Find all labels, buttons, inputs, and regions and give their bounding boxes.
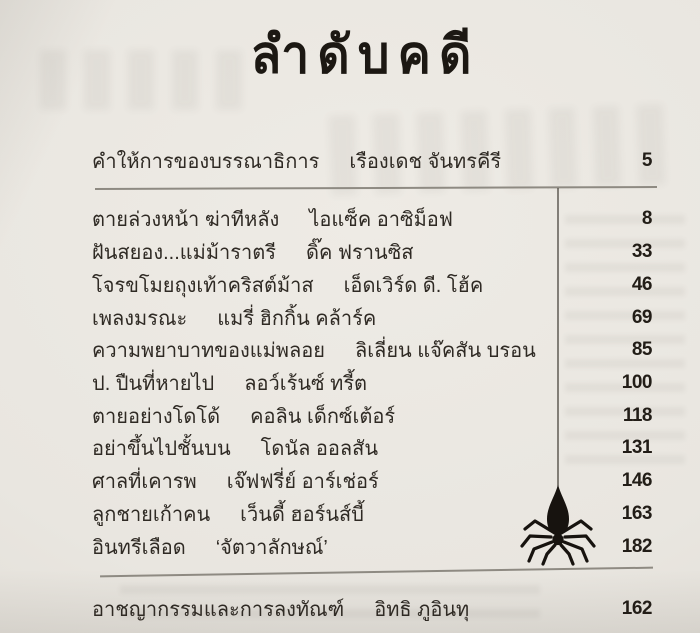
entry-title: อินทรีเลือด	[92, 536, 186, 559]
entry-title: ตายอย่างโดโด้	[92, 405, 221, 428]
entry-author: อิทธิ ภูอินทุ	[374, 599, 470, 621]
bottom-divider-rule	[100, 567, 653, 577]
entry-author: ไอแซ็ค อาซิม็อฟ	[309, 209, 453, 232]
entry-title: ป. ปืนที่หายไป	[92, 372, 215, 395]
entry-title: ความพยาบาทของแม่พลอย	[92, 340, 325, 363]
page-title: ลำดับคดี	[250, 25, 480, 85]
entry-title: ศาลที่เคารพ	[92, 471, 197, 494]
entry-author: โดนัล ออลสัน	[260, 438, 379, 461]
toc-row	[92, 203, 652, 236]
entry-page-number: 69	[631, 306, 652, 328]
entry-page-number: 163	[621, 502, 652, 524]
top-divider-rule	[95, 186, 657, 189]
entry-title: เพลงมรณะ	[92, 307, 188, 330]
entry-page-number: 131	[621, 437, 652, 459]
entry-page-number: 85	[631, 339, 652, 361]
toc-row	[92, 301, 652, 334]
entry-author: ดิ๊ค ฟรานซิส	[305, 242, 414, 265]
entry-page-number: 118	[622, 404, 652, 426]
entry-page-number: 162	[621, 598, 652, 619]
entry-author: ลิเลี่ยน แจ๊คสัน บรอน	[354, 340, 536, 363]
entry-page-number: 33	[631, 241, 652, 263]
toc-row	[92, 236, 652, 269]
entry-title: ลูกชายเก้าคน	[92, 503, 211, 526]
entry-author: เว็นดี้ ฮอร์นส์บี้	[240, 503, 364, 526]
toc-row	[92, 268, 652, 301]
entry-title: คำให้การของบรรณาธิการ	[92, 151, 320, 173]
toc-row	[92, 367, 652, 400]
entry-author: เรืองเดช จันทรคีรี	[349, 151, 502, 173]
toc-row	[92, 432, 652, 465]
toc-row	[92, 530, 652, 563]
toc-row-back-matter	[92, 594, 652, 624]
entry-title: โจรขโมยถุงเท้าคริสต์ม้าส	[92, 274, 314, 297]
entry-page-number: 146	[621, 470, 652, 492]
entry-page-number: 46	[631, 273, 652, 295]
entry-page-number: 182	[621, 535, 652, 557]
entry-page-number: 8	[641, 208, 652, 230]
entry-author: ลอว์เร้นซ์ ทรี้ต	[244, 372, 368, 395]
entry-author: แมรี่ ฮิกกิ้น คล้าร์ค	[217, 307, 377, 330]
entry-title: อย่าขึ้นไปชั้นบน	[92, 438, 231, 461]
toc-row	[92, 334, 652, 367]
entry-title: ตายล่วงหน้า ฆ่าทีหลัง	[92, 209, 280, 232]
entry-title: อาชญากรรมและการลงทัณฑ์	[92, 599, 345, 621]
entry-author: เจ๊ฟฟรี่ย์ อาร์เช่อร์	[226, 471, 379, 494]
entry-author: เอ็ดเวิร์ด ดี. โฮ้ค	[343, 274, 484, 297]
toc-row-front-matter	[92, 146, 652, 176]
toc-row	[92, 465, 652, 498]
toc-entry-list	[92, 203, 652, 563]
toc-row	[92, 399, 652, 432]
entry-page-number: 100	[621, 371, 652, 393]
entry-author: คอลิน เด็กซ์เต้อร์	[250, 405, 396, 428]
toc-row	[92, 497, 652, 530]
entry-author: ‘จัตวาลักษณ์’	[215, 536, 328, 559]
entry-page-number: 5	[641, 150, 652, 171]
entry-title: ฝันสยอง...แม่ม้าราตรี	[92, 242, 276, 265]
